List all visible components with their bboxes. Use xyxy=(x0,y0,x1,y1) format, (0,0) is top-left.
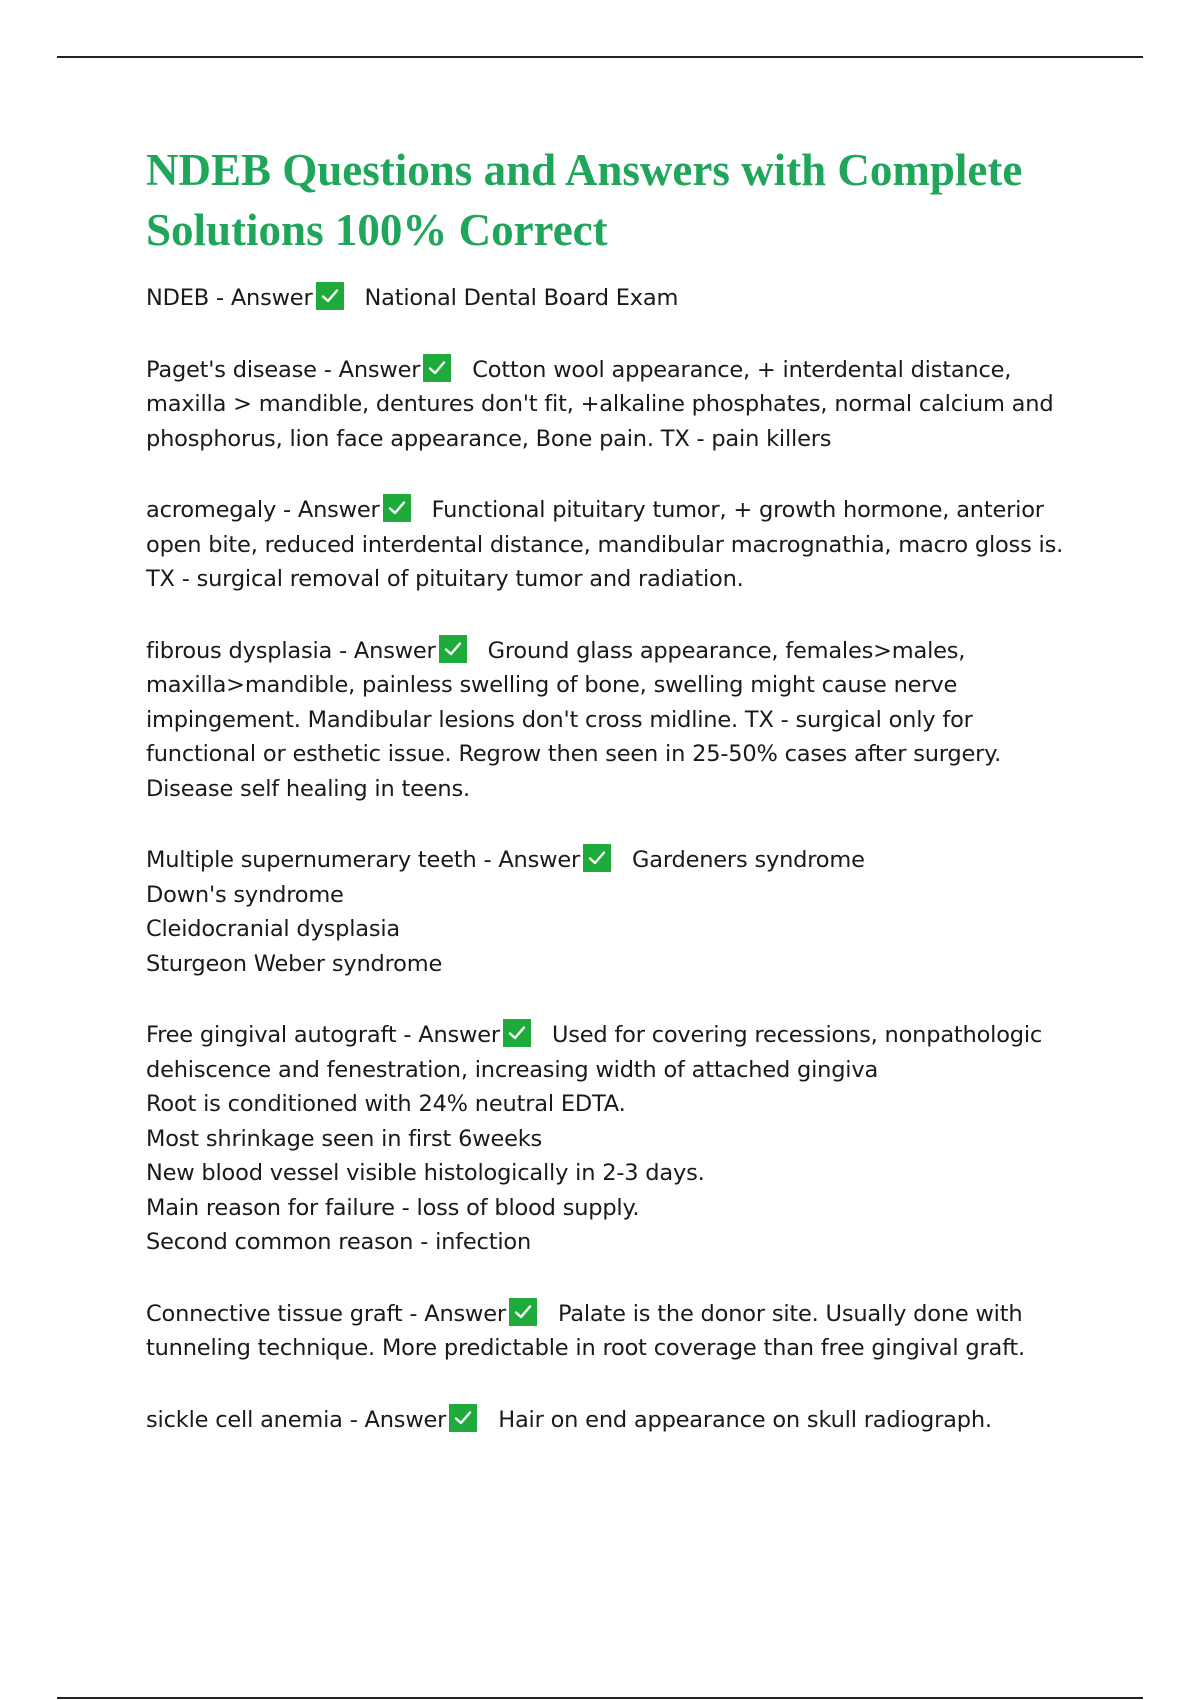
qa-answer-line xyxy=(146,878,1106,913)
qa-question: NDEB - Answer xyxy=(146,285,313,311)
qa-entry xyxy=(146,493,1106,597)
qa-answer-line xyxy=(146,668,1106,703)
qa-answer-line xyxy=(146,1053,1106,1088)
document-title: NDEB Questions and Answers with Complete Solutions 100% Correct xyxy=(146,145,1023,255)
check-mark-icon xyxy=(583,844,611,872)
qa-first-line xyxy=(146,281,1106,316)
check-mark-icon xyxy=(439,635,467,663)
qa-answer-line xyxy=(146,528,1106,563)
qa-answer-text: Functional pituitary tumor, + growth hormone, anterior xyxy=(431,497,1044,523)
qa-answer-text: Second common reason - infection xyxy=(146,1229,532,1255)
qa-answer-line xyxy=(146,912,1106,947)
qa-answer-line xyxy=(146,562,1106,597)
qa-first-line xyxy=(146,843,1106,878)
qa-answer-text: TX - surgical removal of pituitary tumor and radiation. xyxy=(146,566,744,592)
qa-answer-line xyxy=(146,703,1106,738)
qa-entry xyxy=(146,843,1106,981)
qa-answer-text: Used for covering recessions, nonpathologic xyxy=(551,1022,1043,1048)
qa-answer-line xyxy=(146,947,1106,982)
qa-answer-text: National Dental Board Exam xyxy=(364,285,679,311)
qa-answer-text: Cleidocranial dysplasia xyxy=(146,916,401,942)
check-mark-icon xyxy=(449,1404,477,1432)
check-mark-icon xyxy=(383,494,411,522)
qa-answer-text: New blood vessel visible histologically in 2-3 days. xyxy=(146,1160,705,1186)
qa-answer-text: Sturgeon Weber syndrome xyxy=(146,950,443,977)
qa-answer-text: maxilla>mandible, painless swelling of bone, swelling might cause nerve xyxy=(146,672,958,698)
qa-first-line xyxy=(146,634,1106,669)
header-rule xyxy=(57,56,1143,58)
document-body xyxy=(146,140,1106,1474)
check-mark-icon xyxy=(503,1019,531,1047)
qa-answer-line xyxy=(146,1191,1106,1226)
qa-entry xyxy=(146,281,1106,316)
qa-answer-text: Disease self healing in teens. xyxy=(146,775,470,802)
qa-question: Free gingival autograft - Answer xyxy=(146,1022,500,1048)
qa-first-line xyxy=(146,1018,1106,1053)
footer-rule xyxy=(57,1697,1143,1699)
qa-answer-text: Down's syndrome xyxy=(146,881,344,908)
qa-first-line xyxy=(146,1403,1106,1438)
qa-question: sickle cell anemia - Answer xyxy=(146,1406,447,1433)
qa-answer-text: phosphorus, lion face appearance, Bone pain. TX - pain killers xyxy=(146,425,832,452)
qa-answer-text: impingement. Mandibular lesions don't cross midline. TX - surgical only for xyxy=(146,706,973,733)
qa-first-line xyxy=(146,1297,1106,1332)
qa-answer-text: Gardeners syndrome xyxy=(632,847,865,873)
qa-question: acromegaly - Answer xyxy=(146,497,380,523)
qa-answer-line xyxy=(146,772,1106,807)
qa-entry xyxy=(146,1018,1106,1260)
check-mark-icon xyxy=(423,354,451,382)
qa-answer-text: dehiscence and fenestration, increasing width of attached gingiva xyxy=(146,1056,879,1083)
qa-answer-text: maxilla > mandible, dentures don't fit, +alkaline phosphates, normal calcium and xyxy=(146,391,1054,417)
qa-answer-text: Ground glass appearance, females>males, xyxy=(487,637,966,664)
qa-answer-text: Hair on end appearance on skull radiograph. xyxy=(498,1406,992,1433)
qa-answer-text: Main reason for failure - loss of blood supply. xyxy=(146,1194,640,1221)
qa-question: Multiple supernumerary teeth - Answer xyxy=(146,847,581,873)
qa-answer-line xyxy=(146,1331,1106,1366)
qa-answer-text: open bite, reduced interdental distance, mandibular macrognathia, macro gloss is. xyxy=(146,531,1064,558)
qa-question: fibrous dysplasia - Answer xyxy=(146,637,436,664)
qa-entry xyxy=(146,353,1106,457)
qa-answer-line xyxy=(146,1087,1106,1122)
qa-list xyxy=(146,281,1106,1437)
qa-answer-text: Cotton wool appearance, + interdental distance, xyxy=(472,356,1012,383)
qa-answer-line xyxy=(146,1122,1106,1157)
qa-answer-text: Palate is the donor site. Usually done with xyxy=(557,1300,1023,1327)
qa-answer-text: functional or esthetic issue. Regrow then seen in 25-50% cases after surgery. xyxy=(146,741,1002,767)
qa-answer-line xyxy=(146,422,1106,457)
qa-entry xyxy=(146,1403,1106,1438)
qa-answer-text: tunneling technique. More predictable in root coverage than free gingival graft. xyxy=(146,1335,1025,1361)
qa-answer-text: Root is conditioned with 24% neutral EDTA. xyxy=(146,1091,626,1117)
qa-answer-line xyxy=(146,387,1106,422)
qa-answer-line xyxy=(146,1156,1106,1191)
check-mark-icon xyxy=(509,1298,537,1326)
qa-question: Connective tissue graft - Answer xyxy=(146,1300,506,1327)
qa-entry xyxy=(146,1297,1106,1366)
qa-entry xyxy=(146,634,1106,807)
check-mark-icon xyxy=(316,282,344,310)
qa-answer-line xyxy=(146,1225,1106,1260)
qa-question: Paget's disease - Answer xyxy=(146,356,421,383)
qa-first-line xyxy=(146,353,1106,388)
qa-answer-text: Most shrinkage seen in first 6weeks xyxy=(146,1125,543,1152)
qa-answer-line xyxy=(146,737,1106,772)
qa-first-line xyxy=(146,493,1106,528)
